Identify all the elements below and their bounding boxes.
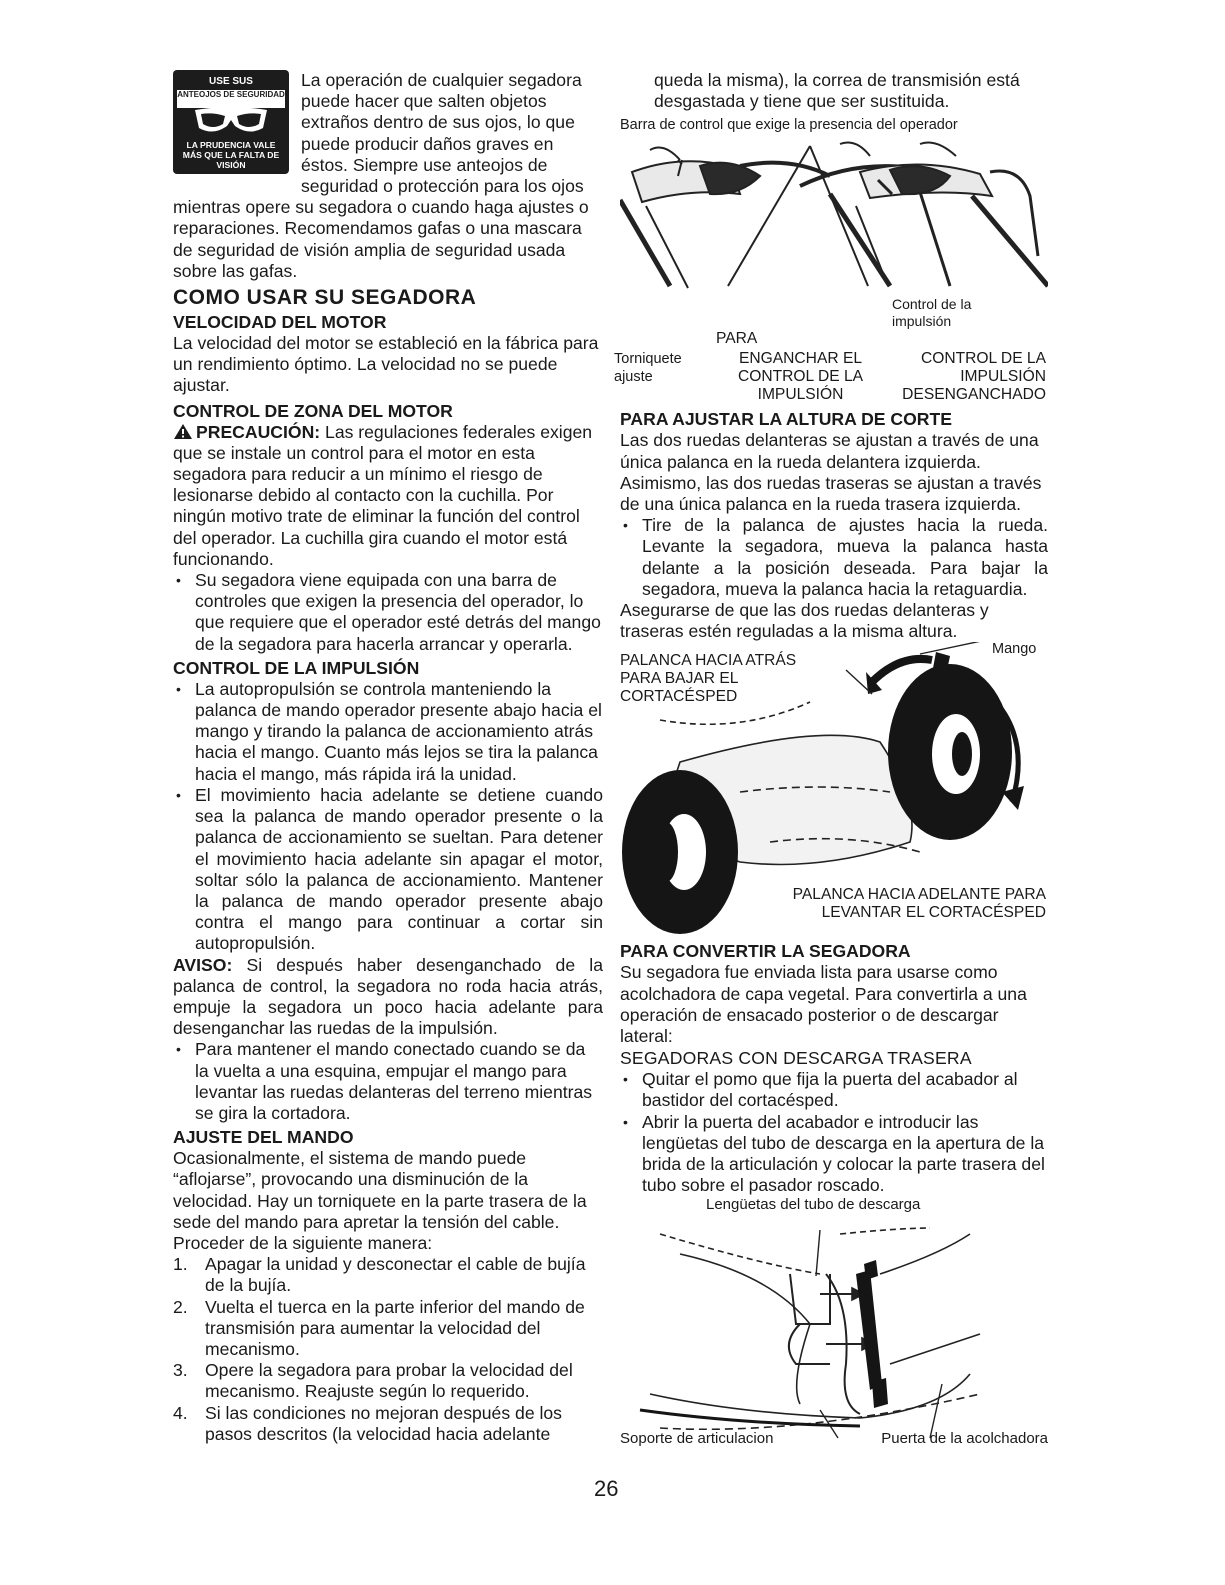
figure-discharge-chute <box>620 1196 1048 1454</box>
ajuste-step: 3. Opere la segadora para probar la velocidad del mecanismo. Reajuste según lo requerido. <box>173 1360 573 1402</box>
altura-title: PARA AJUSTAR LA ALTURA DE CORTE <box>620 409 952 430</box>
figure-height-lever <box>620 642 1048 936</box>
fig3-label-lenguetas: Lengüetas del tubo de descarga <box>706 1196 921 1214</box>
velocidad-title: VELOCIDAD DEL MOTOR <box>173 312 387 333</box>
altura-text: Las dos ruedas delanteras se ajustan a través de una única palanca en la rueda delantera izquierda. Asimismo, las dos ruedas traseras se ajustan a través de una única palanca en la rueda trasera izquierda. <box>620 430 1042 515</box>
impulsion-bullet-2: • El movimiento hacia adelante se detiene cuando sea la palanca de mando operador presente o la palanca de accionamiento se sueltan. Para detener el movimiento hacia adelante sin apagar el motor, soltar sólo la palanca de accionamiento. Mantener la palanca de mando operador presente abajo contra el mango para continuar a cortar sin autopropulsión. <box>173 785 603 955</box>
fig1-label-control: Control de la impulsión <box>892 296 992 330</box>
zona-bullet-1: • Su segadora viene equipada con una barra de controles que exigen la presencia del operador, lo que requiere que el operador esté detrás del mango de la segadora para hacerla arrancar y operarla. <box>173 570 603 655</box>
aviso-paragraph <box>173 955 603 1040</box>
altura-text-2: Asegurarse de que las dos ruedas delanteras y traseras estén reguladas a la misma altura. <box>620 600 989 642</box>
safety-glasses-icon <box>193 106 269 138</box>
badge-line2: ANTEOJOS DE SEGURIDAD <box>177 90 285 108</box>
zona-caution <box>173 422 603 570</box>
impulsion-title: CONTROL DE LA IMPULSIÓN <box>173 657 420 678</box>
convertir-bullet-1: • Quitar el pomo que fija la puerta del acabador al bastidor del cortacésped. <box>620 1069 1048 1111</box>
safety-intro-text: La operación de cualquier segadora puede hacer que salten objetos extraños dentro de sus ojos, lo que puede producir daños graves en éstos. Siempre use anteojos de seguridad o protección para los ojos mientras opere su segadora o cuando haga ajustes o reparaciones. Recomendamos gafas o una mascara de seguridad de visión amplia de seguridad usada sobre las gafas. <box>173 70 589 281</box>
discharge-chute-illustration <box>620 1214 1048 1454</box>
ajuste-step: 4. Si las condiciones no mejoran después de los pasos descritos (la velocidad hacia adelante <box>173 1402 562 1444</box>
continuation-text: queda la misma), la correa de transmisión está desgastada y tiene que ser sustituida. <box>654 70 1020 112</box>
convertir-title: PARA CONVERTIR LA SEGADORA <box>620 941 911 962</box>
warning-triangle-icon <box>173 423 193 440</box>
aviso-bullet-1: • Para mantener el mando conectado cuando se da la vuelta a una esquina, empujar el mango para levantar las ruedas delanteras del terreno mientras se gira la cortadora. <box>173 1039 603 1124</box>
fig2-label-adelante-2: LEVANTAR EL CORTACÉSPED <box>821 904 1046 922</box>
page-number: 26 <box>594 1476 619 1501</box>
safety-intro <box>173 70 603 282</box>
fig3-label-soporte: Soporte de articulacion <box>620 1430 774 1448</box>
caution-text: Las regulaciones federales exigen que se instale un control para el motor en esta segadora para reducir a un mínimo el riesgo de lesionarse debido al contacto con la cuchilla. Por ningún motivo trate de eliminar la función del control del operador. La cuchilla gira cuando el motor está funcionando. <box>173 421 593 569</box>
control-bar-illustration <box>620 136 1048 306</box>
ajuste-step: 1. Apagar la unidad y desconectar el cable de bujía de la bujía. <box>173 1254 586 1296</box>
aviso-label: AVISO: <box>173 954 233 975</box>
caution-label: PRECAUCIÓN: <box>196 421 321 442</box>
impulsion-bullet-1: • La autopropulsión se controla manteniendo la palanca de mando operador presente abajo hacia el mango y tirando la palanca de accionamiento atrás hacia el mango. Cuanto más lejos se tira la palanca hacia el mango, más rápida irá la unidad. <box>173 679 603 785</box>
figure-control-bar <box>620 116 1048 352</box>
fig1-bottom-labels <box>614 350 1048 406</box>
ajuste-title: AJUSTE DEL MANDO <box>173 1127 354 1148</box>
ajuste-step: 2. Vuelta el tuerca en la parte inferior del mando de transmisión para aumentar la velocidad del mecanismo. <box>173 1296 585 1359</box>
fig1-label-enganchar: ENGANCHAR EL CONTROL DE LA IMPULSIÓN <box>737 350 864 404</box>
fig1-caption: Barra de control que exige la presencia del operador <box>620 117 958 134</box>
badge-line3: LA PRUDENCIA VALE MÁS QUE LA FALTA DE VISIÓN <box>182 140 280 170</box>
velocidad-text: La velocidad del motor se estableció en la fábrica para un rendimiento óptimo. La velocidad no se puede ajustar. <box>173 333 599 396</box>
convertir-bullet-2: • Abrir la puerta del acabador e introducir las lengüetas del tubo de descarga en la apertura de la brida de la articulación y colocar la parte trasera del tubo sobre el pasador roscado. <box>620 1112 1048 1197</box>
convertir-text: Su segadora fue enviada lista para usarse como acolchadora de capa vegetal. Para convertirla a una operación de ensacado posterior o de descargar lateral: <box>620 962 1027 1047</box>
fig1-label-desenganchado: CONTROL DE LA IMPULSIÓN DESENGANCHADO <box>902 350 1046 404</box>
aviso-text: Si después haber desenganchado de la palanca de control, la segadora no roda hacia atrás, empuje la segadora un poco hacia adelante para desenganchar las ruedas de la impulsión. <box>173 954 603 1039</box>
fig2-label-mango: Mango <box>992 641 1037 658</box>
left-column <box>173 70 603 1445</box>
fig1-label-para: PARA <box>716 330 758 348</box>
fig2-label-atras: PALANCA HACIA ATRÁS PARA BAJAR EL CORTACÉSPED <box>620 652 797 706</box>
section-title: COMO USAR SU SEGADORA <box>173 286 477 310</box>
badge-line1: USE SUS <box>209 76 253 87</box>
fig1-label-torniquete: Torniquete ajuste <box>614 351 682 386</box>
zona-title: CONTROL DE ZONA DEL MOTOR <box>173 400 453 421</box>
safety-glasses-badge <box>173 70 291 178</box>
fig3-label-puerta: Puerta de la acolchadora <box>881 1430 1048 1448</box>
convertir-subtitle: SEGADORAS CON DESCARGA TRASERA <box>620 1048 972 1069</box>
altura-bullet-1: • Tire de la palanca de ajustes hacia la rueda. Levante la segadora, mueva la palanca hasta delante a la posición deseada. Para bajar la segadora, mueva la palanca hacia la retaguardia. <box>620 515 1048 600</box>
fig2-label-adelante-1: PALANCA HACIA ADELANTE PARA <box>792 886 1046 904</box>
right-column <box>614 70 1048 1454</box>
ajuste-text: Ocasionalmente, el sistema de mando puede “aflojarse”, provocando una disminución de la velocidad. Hay un torniquete en la parte trasera de la sede del mando para apretar la tensión del cable. Proceder de la siguiente manera: <box>173 1148 587 1253</box>
ajuste-steps <box>173 1254 603 1445</box>
